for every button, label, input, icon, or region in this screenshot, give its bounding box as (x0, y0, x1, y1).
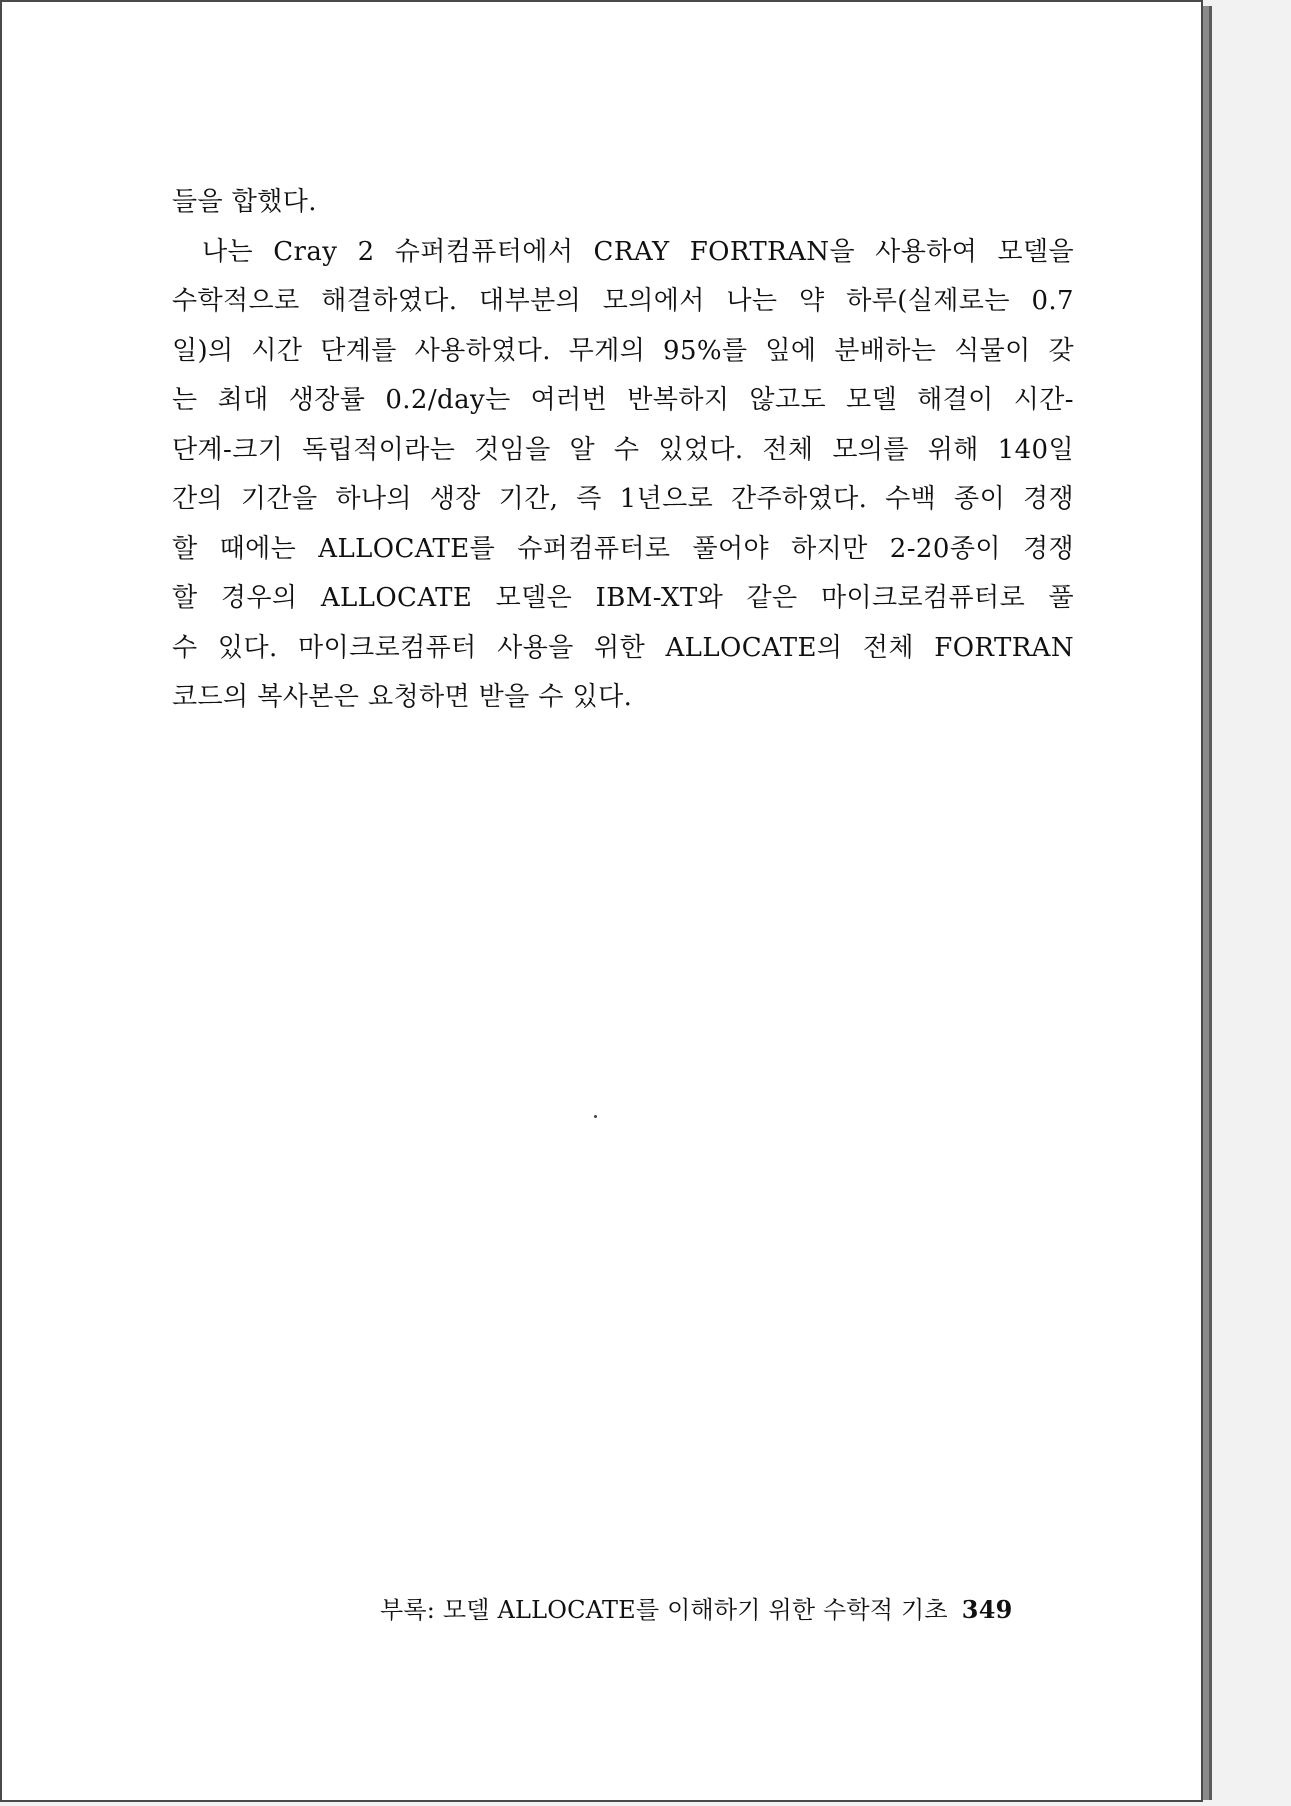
paragraph-2-line-8: 할 경우의 ALLOCATE 모델은 IBM-XT와 같은 마이크로컴퓨터로 풀 (172, 583, 1074, 613)
paragraph-1-line-1: 들을 합했다. (172, 187, 317, 217)
paragraph-2-line-3: 일)의 시간 단계를 사용하였다. 무게의 95%를 잎에 분배하는 식물이 갖 (172, 335, 1074, 366)
paragraph-2-line-4: 는 최대 생장률 0.2/day는 여러번 반복하지 않고도 모델 해결이 시간- (172, 385, 1074, 415)
page-number: 349 (961, 1595, 1013, 1624)
paragraph-2-line-5: 단계-크기 독립적이라는 것임을 알 수 있었다. 전체 모의를 위해 140일 (172, 434, 1074, 465)
scan-speck (594, 1115, 597, 1118)
body-text (172, 178, 1074, 723)
paragraph-2-line-6: 간의 기간을 하나의 생장 기간, 즉 1년으로 간주하였다. 수백 종이 경쟁 (172, 484, 1074, 514)
paragraph-2-line-1: 나는 Cray 2 슈퍼컴퓨터에서 CRAY FORTRAN을 사용하여 모델을 (202, 236, 1074, 267)
running-title: 부록: 모델 ALLOCATE를 이해하기 위한 수학적 기초 (380, 1596, 948, 1624)
page-footer (380, 1590, 1048, 1625)
paragraph-2-line-7: 할 때에는 ALLOCATE를 슈퍼컴퓨터로 풀어야 하지만 2-20종이 경쟁 (172, 533, 1074, 564)
paragraph-2-line-9: 수 있다. 마이크로컴퓨터 사용을 위한 ALLOCATE의 전체 FORTRAN (172, 632, 1074, 663)
paragraph-2-line-2: 수학적으로 해결하였다. 대부분의 모의에서 나는 약 하루(실제로는 0.7 (172, 286, 1074, 316)
paragraph-2-line-10: 코드의 복사본은 요청하면 받을 수 있다. (172, 682, 633, 712)
page-edge-line (1209, 6, 1212, 1800)
